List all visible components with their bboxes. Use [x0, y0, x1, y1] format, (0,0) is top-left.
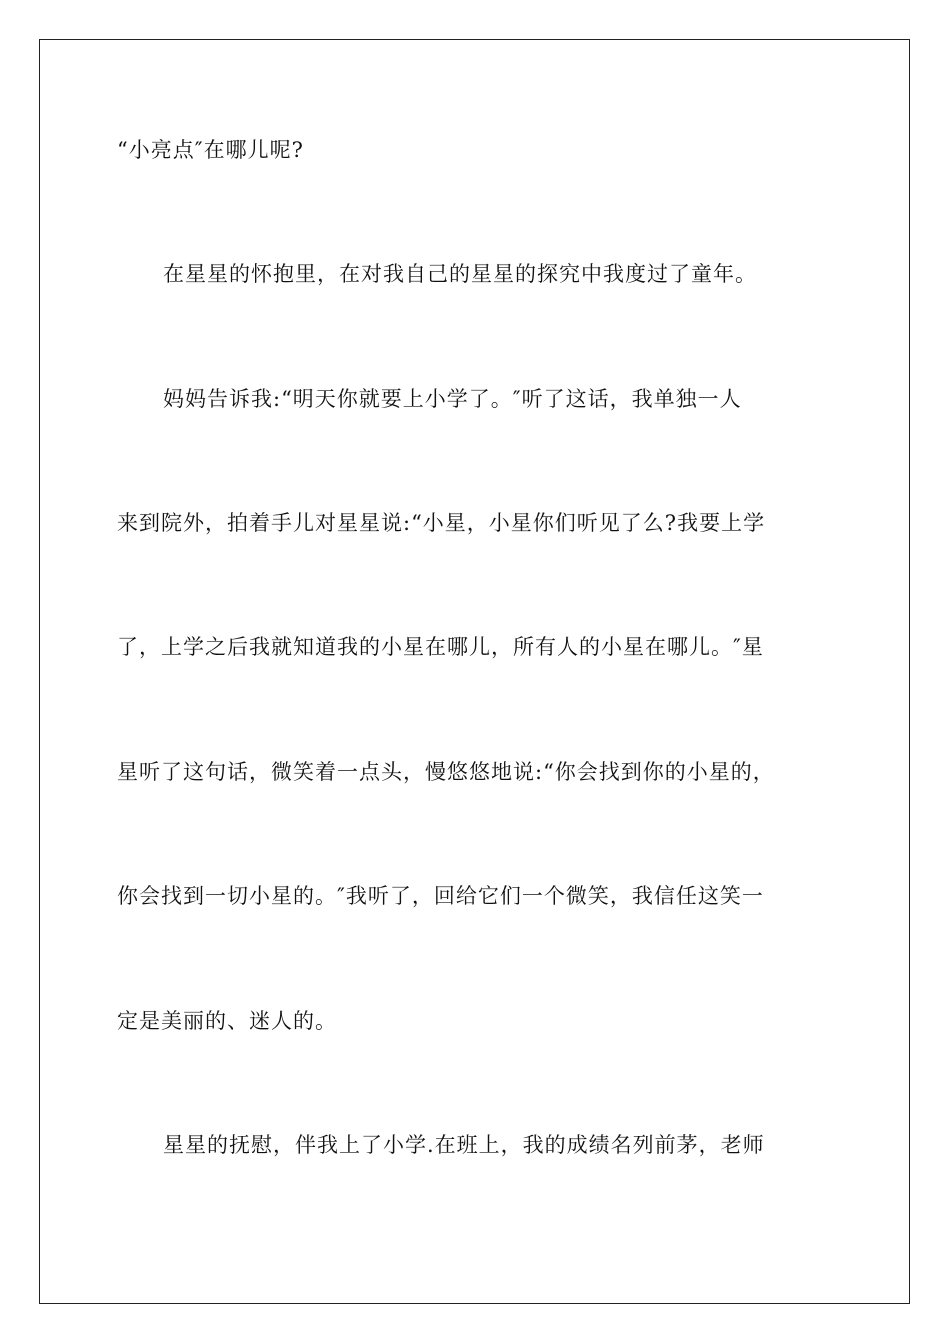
text-line: 你会找到一切小星的。″我听了，回给它们一个微笑，我信任这笑一 — [117, 884, 764, 908]
text-line: 了，上学之后我就知道我的小星在哪儿，所有人的小星在哪儿。″星 — [117, 635, 764, 659]
text-line: “小亮点″在哪儿呢? — [117, 138, 304, 162]
text-line: 星听了这句话，微笑着一点头，慢悠悠地说:“你会找到你的小星的， — [117, 760, 775, 784]
text-line: 妈妈告诉我:“明天你就要上小学了。″听了这话，我单独一人 — [163, 387, 742, 411]
text-line: 来到院外，拍着手儿对星星说:“小星，小星你们听见了么?我要上学 — [117, 511, 766, 535]
text-line: 在星星的怀抱里，在对我自己的星星的探究中我度过了童年。 — [163, 262, 757, 286]
text-line: 定是美丽的、迷人的。 — [117, 1009, 337, 1033]
page-border — [39, 39, 910, 1304]
text-line: 星星的抚慰，伴我上了小学.在班上，我的成绩名列前茅，老师 — [163, 1133, 765, 1157]
